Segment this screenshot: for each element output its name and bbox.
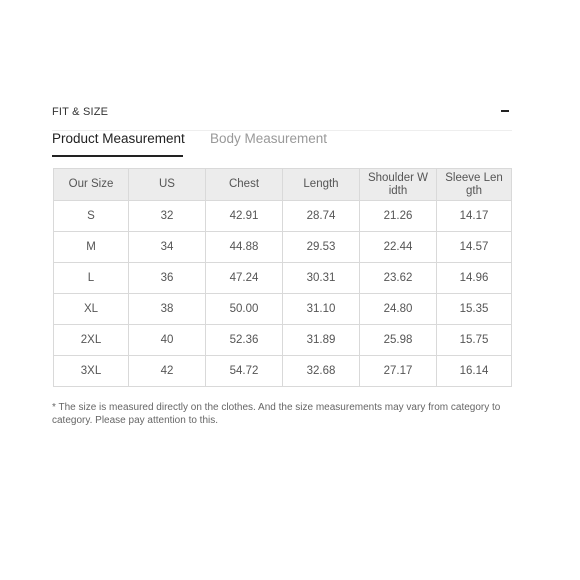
table-row	[54, 232, 512, 263]
table-cell: 32.68	[283, 356, 360, 387]
table-cell: 2XL	[54, 325, 129, 356]
table-header-row	[54, 169, 512, 201]
size-note: * The size is measured directly on the clothes. And the size measurements may vary from category to category. Please pay attention to this.	[52, 402, 501, 426]
table-cell: 36	[129, 263, 206, 294]
table-cell: 28.74	[283, 201, 360, 232]
table-row	[54, 356, 512, 387]
table-cell: 27.17	[360, 356, 437, 387]
table-cell: 31.89	[283, 325, 360, 356]
table-cell: 15.75	[437, 325, 512, 356]
header-our-size: Our Size	[54, 169, 129, 201]
table-cell: 44.88	[206, 232, 283, 263]
table-cell: 23.62	[360, 263, 437, 294]
tab-product-measurement[interactable]: Product Measurement	[52, 131, 185, 146]
table-cell: 40	[129, 325, 206, 356]
table-cell: 38	[129, 294, 206, 325]
table-cell: 16.14	[437, 356, 512, 387]
table-cell: 42.91	[206, 201, 283, 232]
table-cell: 3XL	[54, 356, 129, 387]
minus-icon[interactable]	[498, 104, 512, 118]
table-body	[54, 201, 512, 387]
table-cell: 14.96	[437, 263, 512, 294]
table-cell: 34	[129, 232, 206, 263]
header-sleeve-length: Sleeve Len gth	[437, 169, 512, 201]
header-shoulder-width: Shoulder W idth	[360, 169, 437, 201]
table-cell: 31.10	[283, 294, 360, 325]
table-cell: 15.35	[437, 294, 512, 325]
table-cell: 42	[129, 356, 206, 387]
header-us: US	[129, 169, 206, 201]
header-chest: Chest	[206, 169, 283, 201]
tab-body-measurement[interactable]: Body Measurement	[210, 131, 328, 146]
table-cell: 25.98	[360, 325, 437, 356]
table-row	[54, 201, 512, 232]
active-tab-indicator	[52, 155, 183, 157]
table-cell: 54.72	[206, 356, 283, 387]
size-table	[53, 168, 512, 387]
table-cell: M	[54, 232, 129, 263]
table-cell: 21.26	[360, 201, 437, 232]
table-row	[54, 325, 512, 356]
table-cell: 14.17	[437, 201, 512, 232]
table-row	[54, 263, 512, 294]
header-length: Length	[283, 169, 360, 201]
table-cell: 30.31	[283, 263, 360, 294]
table-cell: 24.80	[360, 294, 437, 325]
table-cell: 29.53	[283, 232, 360, 263]
table-cell: 50.00	[206, 294, 283, 325]
table-cell: 32	[129, 201, 206, 232]
table-cell: 47.24	[206, 263, 283, 294]
fit-size-header[interactable]	[52, 104, 512, 122]
table-cell: L	[54, 263, 129, 294]
table-cell: 22.44	[360, 232, 437, 263]
table-cell: XL	[54, 294, 129, 325]
table-cell: 14.57	[437, 232, 512, 263]
table-cell: 52.36	[206, 325, 283, 356]
section-title: FIT & SIZE	[52, 106, 109, 118]
table-row	[54, 294, 512, 325]
table-cell: S	[54, 201, 129, 232]
